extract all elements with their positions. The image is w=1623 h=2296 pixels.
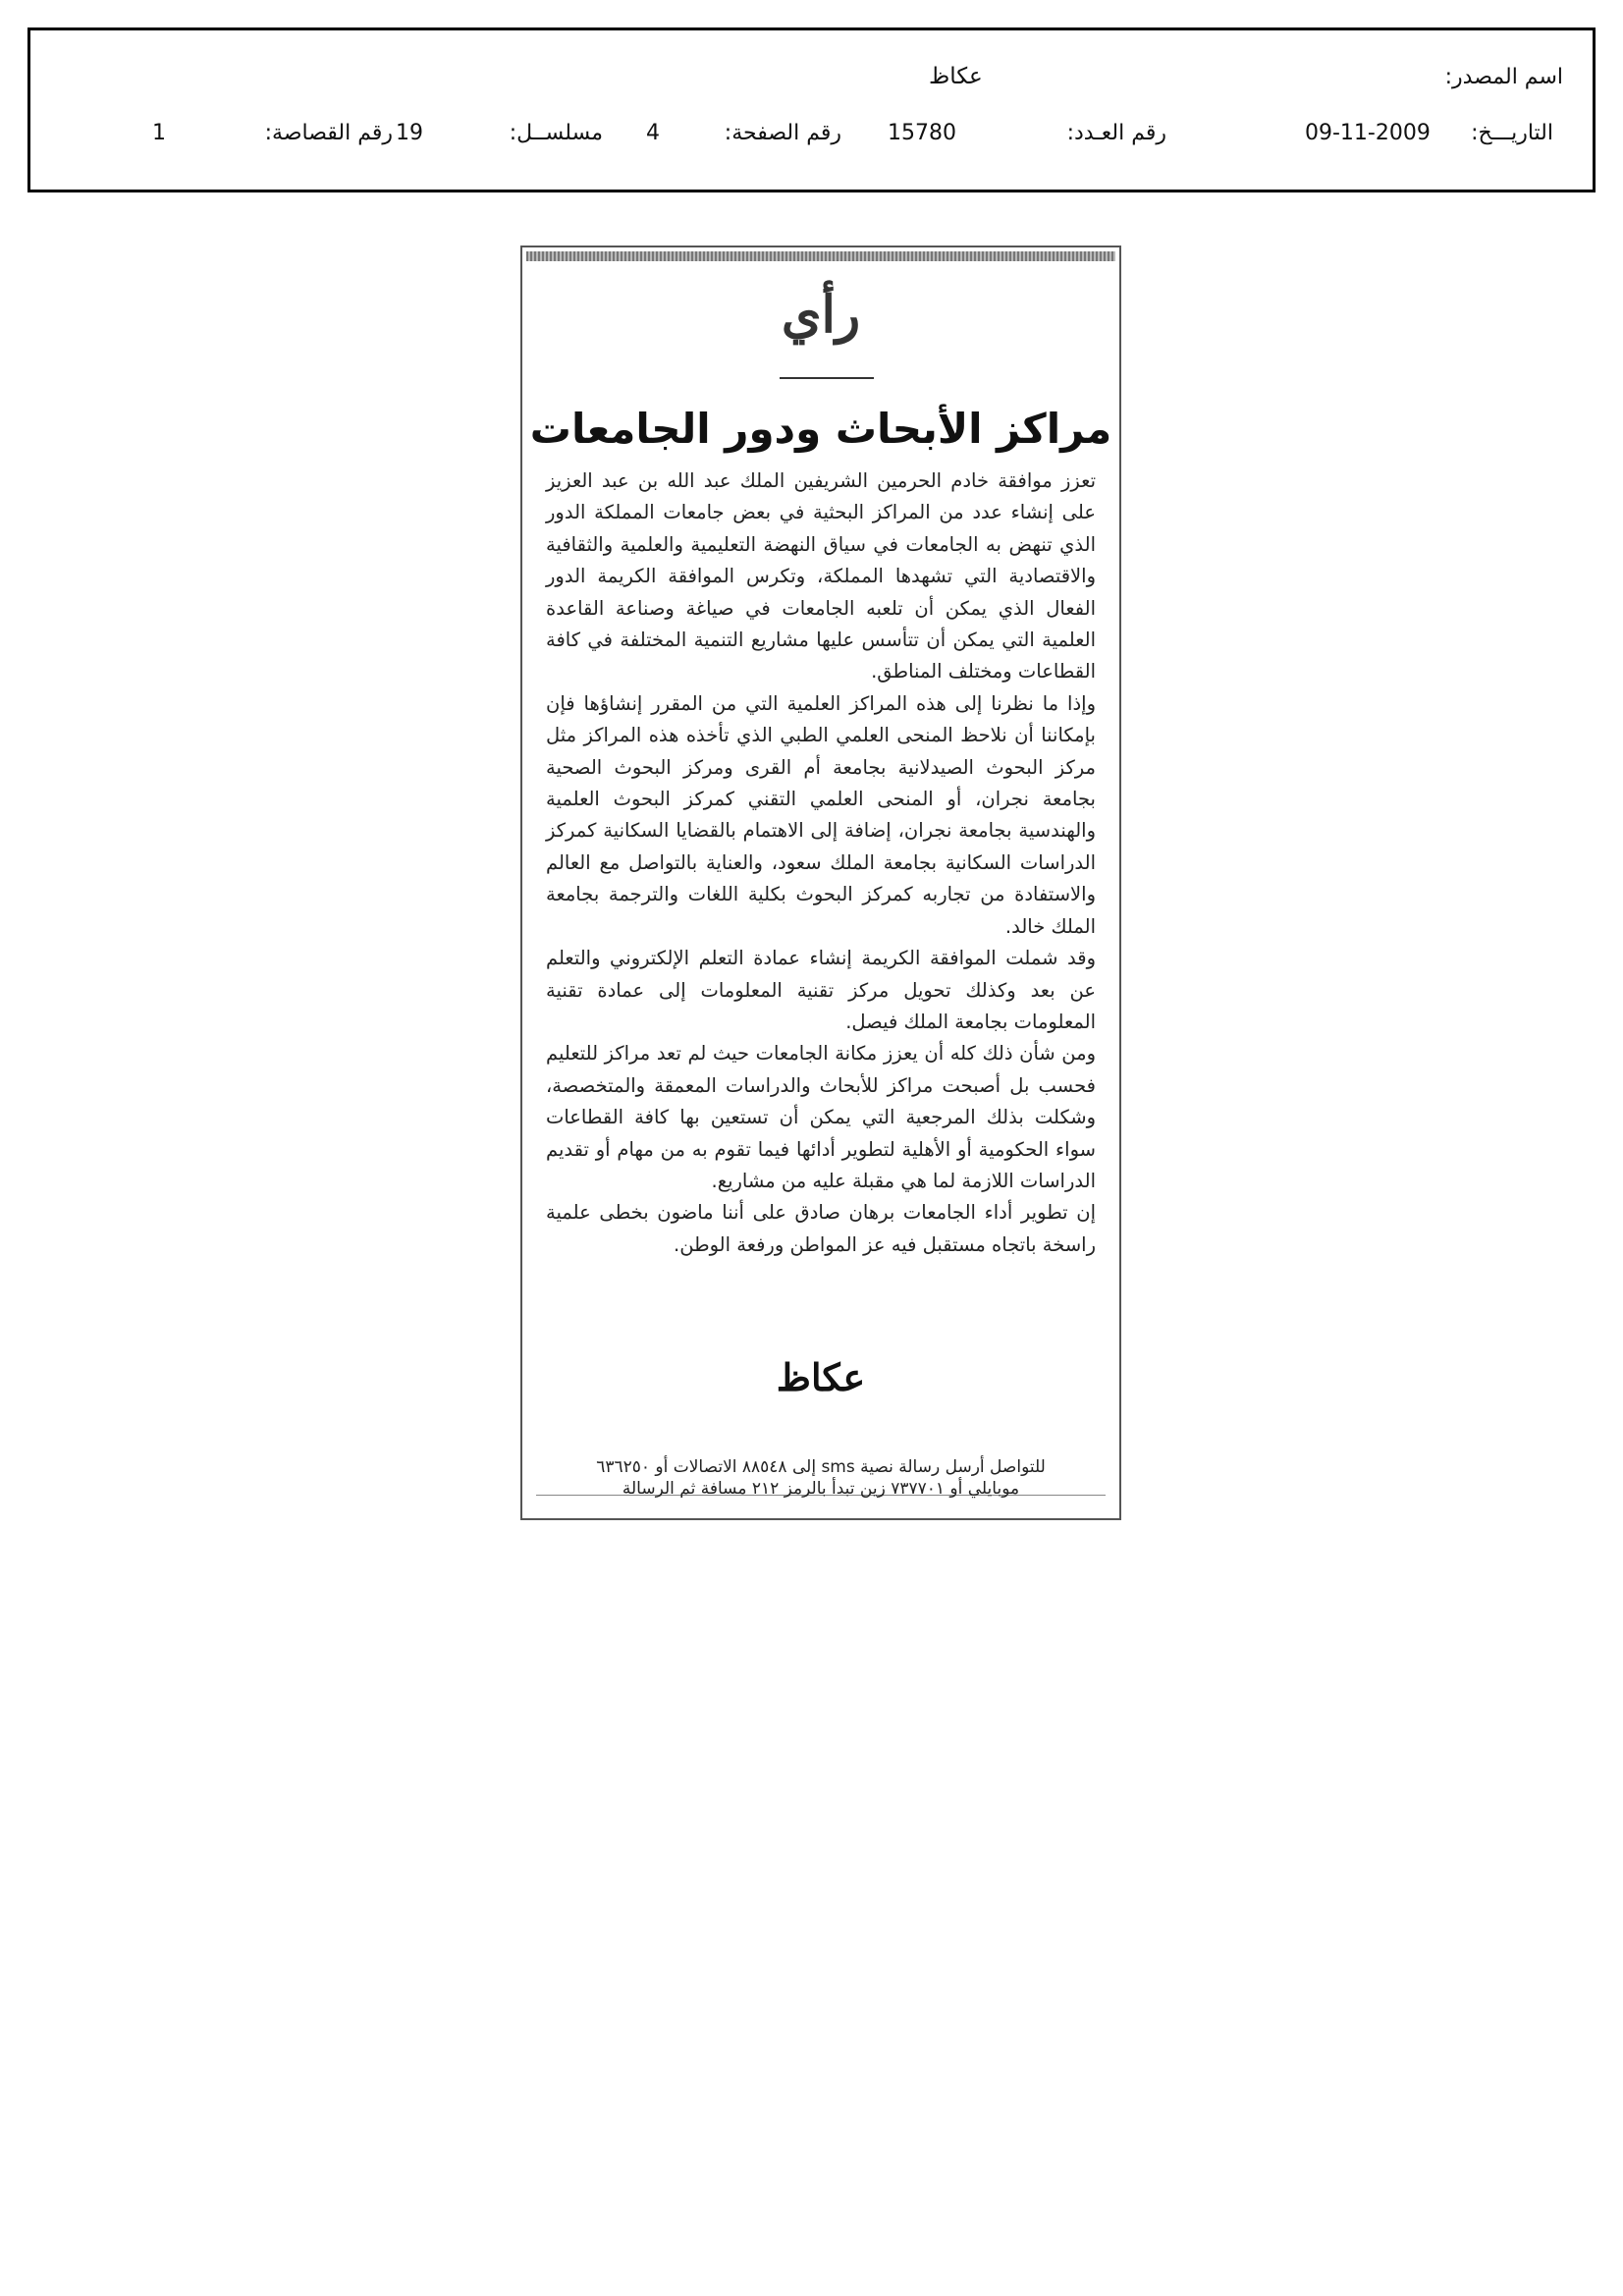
newspaper-clipping (520, 246, 1121, 1520)
issue-value: 15780 (888, 121, 956, 145)
page-label: رقم الصفحة: (724, 121, 841, 145)
date-value: 09-11-2009 (1305, 121, 1431, 145)
serial-label: مسلســل: (509, 121, 603, 145)
opinion-logo: رأي (781, 285, 861, 345)
article-headline: مراكز الأبحاث ودور الجامعات (529, 405, 1112, 453)
article-body (546, 465, 1096, 1261)
article-paragraph: وإذا ما نظرنا إلى هذه المراكز العلمية التي من المقرر إنشاؤها فإن بإمكاننا أن نلاحظ المنحى العلمي الطبي الذي تأخذه هذه المراكز مثل مركز البحوث الصيدلانية بجامعة أم القرى ومركز البحوث الصحية بجامعة نجران، أو المنحى العلمي التقني كمركز البحوث العلمية والهندسية بجامعة نجران، إضافة إلى الاهتمام بالقضايا السكانية كمركز الدراسات السكانية بجامعة الملك سعود، والعناية بالتواصل مع العالم والاستفادة من تجاربه كمركز البحوث بكلية اللغات والترجمة بجامعة الملك خالد. (546, 691, 1096, 938)
date-label: التاريـــخ: (1471, 121, 1553, 145)
issue-label: رقم العـدد: (1066, 121, 1166, 145)
article-paragraph: إن تطوير أداء الجامعات برهان صادق على أننا ماضون بخطى علمية راسخة باتجاه مستقبل فيه عز المواطن ورفعة الوطن. (546, 1201, 1096, 1256)
contact-line-1: للتواصل أرسل رسالة نصية sms إلى ٨٨٥٤٨ الاتصالات أو ٦٣٦٢٥٠ (596, 1457, 1046, 1477)
article-paragraph: وقد شملت الموافقة الكريمة إنشاء عمادة التعلم الإلكتروني والتعلم عن بعد وكذلك تحويل مركز تقنية المعلومات إلى عمادة تقنية المعلومات بجامعة الملك فيصل. (546, 947, 1096, 1033)
clipping-top-bar (526, 251, 1115, 261)
metadata-header (27, 27, 1596, 192)
serial-value: 19 (396, 121, 423, 145)
article-paragraph: ومن شأن ذلك كله أن يعزز مكانة الجامعات حيث لم تعد مراكز للتعليم فحسب بل أصبحت مراكز للأبحاث والدراسات المعمقة والمتخصصة، وشكلت بذلك المرجعية التي يمكن أن تستعين بها كافة القطاعات سواء الحكومية أو الأهلية لتطوير أدائها فيما تقوم به من مهام أو تقديم الدراسات اللازمة لما هي مقبلة عليه من مشاريع. (546, 1042, 1096, 1192)
page-value: 4 (646, 121, 660, 145)
clipping-value: 1 (152, 121, 166, 145)
article-paragraph: تعزز موافقة خادم الحرمين الشريفين الملك عبد الله بن عبد العزيز على إنشاء عدد من المراكز البحثية في بعض جامعات المملكة الدور الذي تنهض به الجامعات في سياق النهضة التعليمية والعلمية والثقافية والاقتصادية التي تشهدها المملكة، وتكرس الموافقة الكريمة الدور الفعال الذي يمكن أن تلعبه الجامعات في صياغة وصناعة القاعدة العلمية التي يمكن أن تتأسس عليها مشاريع التنمية المختلفة في كافة القطاعات ومختلف المناطق. (546, 469, 1096, 683)
clipping-label: رقم القصاصة: (264, 121, 393, 145)
okaz-signature: عكاظ (776, 1355, 866, 1399)
contact-line-2: موبايلي أو ٧٣٧٧٠١ زين تبدأ بالرمز ٢١٢ مسافة ثم الرسالة (622, 1479, 1020, 1499)
source-value: عكاظ (929, 64, 983, 89)
logo-separator (780, 377, 874, 379)
source-label: اسم المصدر: (1444, 65, 1563, 89)
